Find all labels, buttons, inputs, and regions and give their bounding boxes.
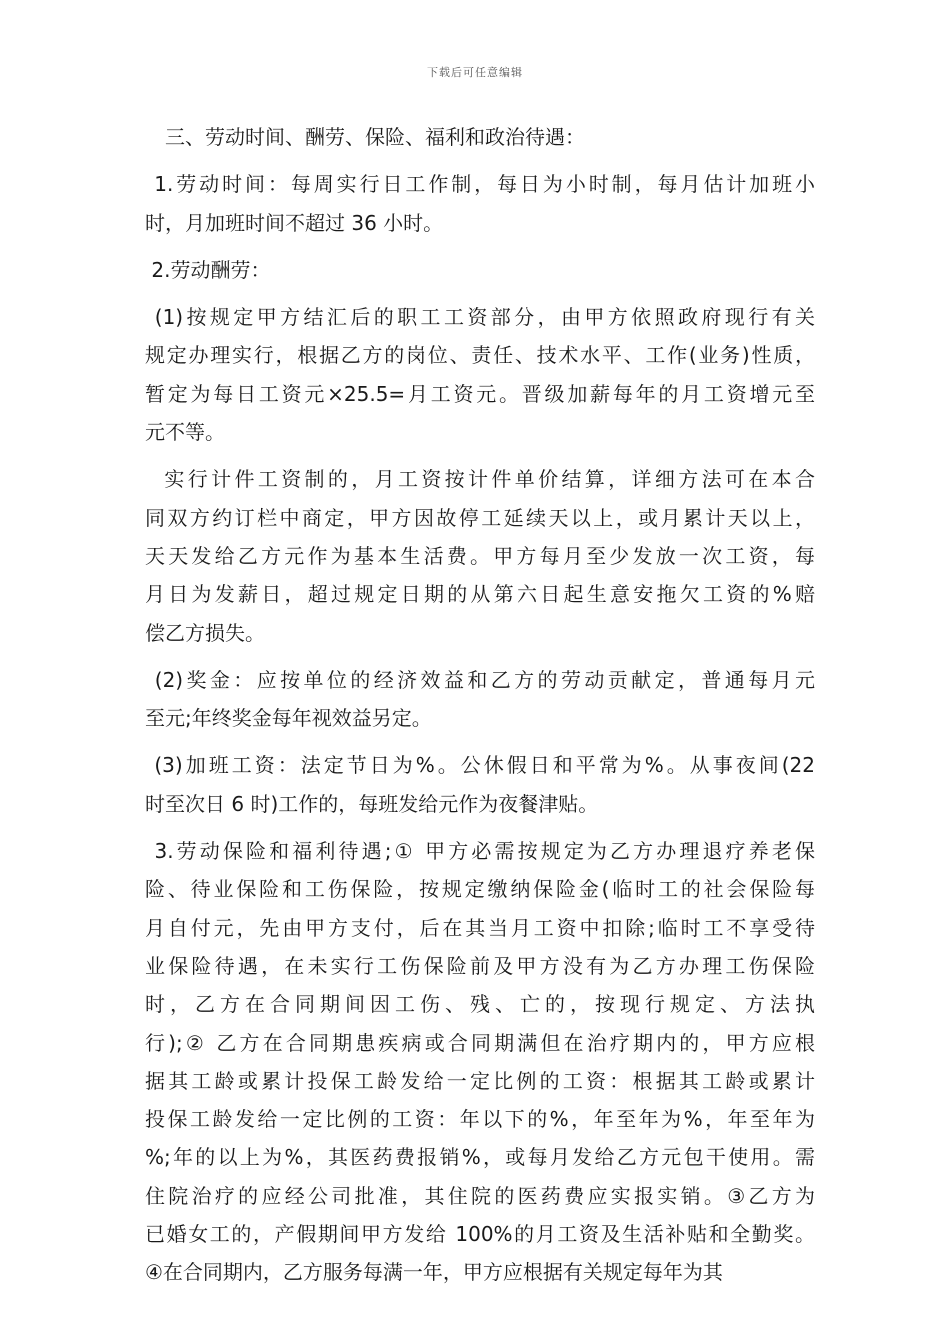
paragraph <box>145 746 815 823</box>
text-line: 已婚女工的，产假期间甲方发给 100%的月工资及生活补贴和全勤奖。 <box>145 1222 815 1247</box>
text-line: 实行计件工资制的，月工资按计件单价结算，详细方法可在本合 <box>145 467 815 492</box>
text-line: 月自付元，先由甲方支付，后在其当月工资中扣除;临时工不享受待 <box>145 915 815 940</box>
paragraph <box>145 832 815 1292</box>
text-line: 业保险待遇，在未实行工伤保险前及甲方没有为乙方办理工伤保险 <box>145 953 815 978</box>
text-line: %;年的以上为%，其医药费报销%，或每月发给乙方元包干使用。需 <box>145 1145 815 1170</box>
text-line: (2)奖金：应按单位的经济效益和乙方的劳动贡献定，普通每月元 <box>145 667 815 692</box>
text-line: 住院治疗的应经公司批准，其住院的医药费应实报实销。③乙方为 <box>145 1183 815 1208</box>
text-line: 3.劳动保险和福利待遇;① 甲方必需按规定为乙方办理退疗养老保 <box>145 839 815 864</box>
text-line: ④在合同期内，乙方服务每满一年，甲方应根据有关规定每年为其 <box>145 1260 723 1285</box>
text-line: 三、劳动时间、酬劳、保险、福利和政治待遇： <box>145 125 585 149</box>
page-header: 下载后可任意编辑 <box>427 66 523 79</box>
paragraph <box>145 165 815 242</box>
paragraph <box>145 460 815 651</box>
text-line: 同双方约订栏中商定，甲方因故停工延续天以上，或月累计天以上， <box>145 505 815 530</box>
text-line: 时至次日 6 时)工作的，每班发给元作为夜餐津贴。 <box>145 791 599 816</box>
text-line: 时，乙方在合同期间因工伤、残、亡的，按现行规定、方法执 <box>145 992 815 1017</box>
text-line: 据其工龄或累计投保工龄发给一定比例的工资：根据其工龄或累计 <box>145 1068 815 1093</box>
text-line: (1)按规定甲方结汇后的职工工资部分，由甲方依照政府现行有关 <box>145 305 815 330</box>
text-line: 时，月加班时间不超过 36 小时。 <box>145 210 444 235</box>
text-line: 行);② 乙方在合同期患疾病或合同期满但在治疗期内的，甲方应根 <box>145 1030 815 1055</box>
text-line: 险、待业保险和工伤保险，按规定缴纳保险金(临时工的社会保险每 <box>145 877 815 902</box>
paragraph <box>145 118 815 156</box>
text-line: 投保工龄发给一定比例的工资：年以下的%，年至年为%，年至年为 <box>145 1107 815 1132</box>
text-line: 2.劳动酬劳： <box>145 257 271 282</box>
text-line: (3)加班工资：法定节日为%。公休假日和平常为%。从事夜间(22 <box>145 753 815 778</box>
document-body <box>145 118 815 1292</box>
text-line: 月日为发薪日，超过规定日期的从第六日起生意安拖欠工资的%赔 <box>145 582 815 607</box>
text-line: 天天发给乙方元作为基本生活费。甲方每月至少发放一次工资，每 <box>145 543 815 568</box>
paragraph <box>145 661 815 738</box>
paragraph <box>145 298 815 451</box>
paragraph <box>145 251 815 289</box>
text-line: 暂定为每日工资元×25.5=月工资元。晋级加薪每年的月工资增元至 <box>145 381 815 406</box>
text-line: 偿乙方损失。 <box>145 620 265 645</box>
text-line: 1.劳动时间：每周实行日工作制，每日为小时制，每月估计加班小 <box>145 172 815 197</box>
text-line: 元不等。 <box>145 420 225 445</box>
text-line: 规定办理实行，根据乙方的岗位、责任、技术水平、工作(业务)性质， <box>145 343 815 368</box>
text-line: 至元;年终奖金每年视效益另定。 <box>145 706 432 731</box>
